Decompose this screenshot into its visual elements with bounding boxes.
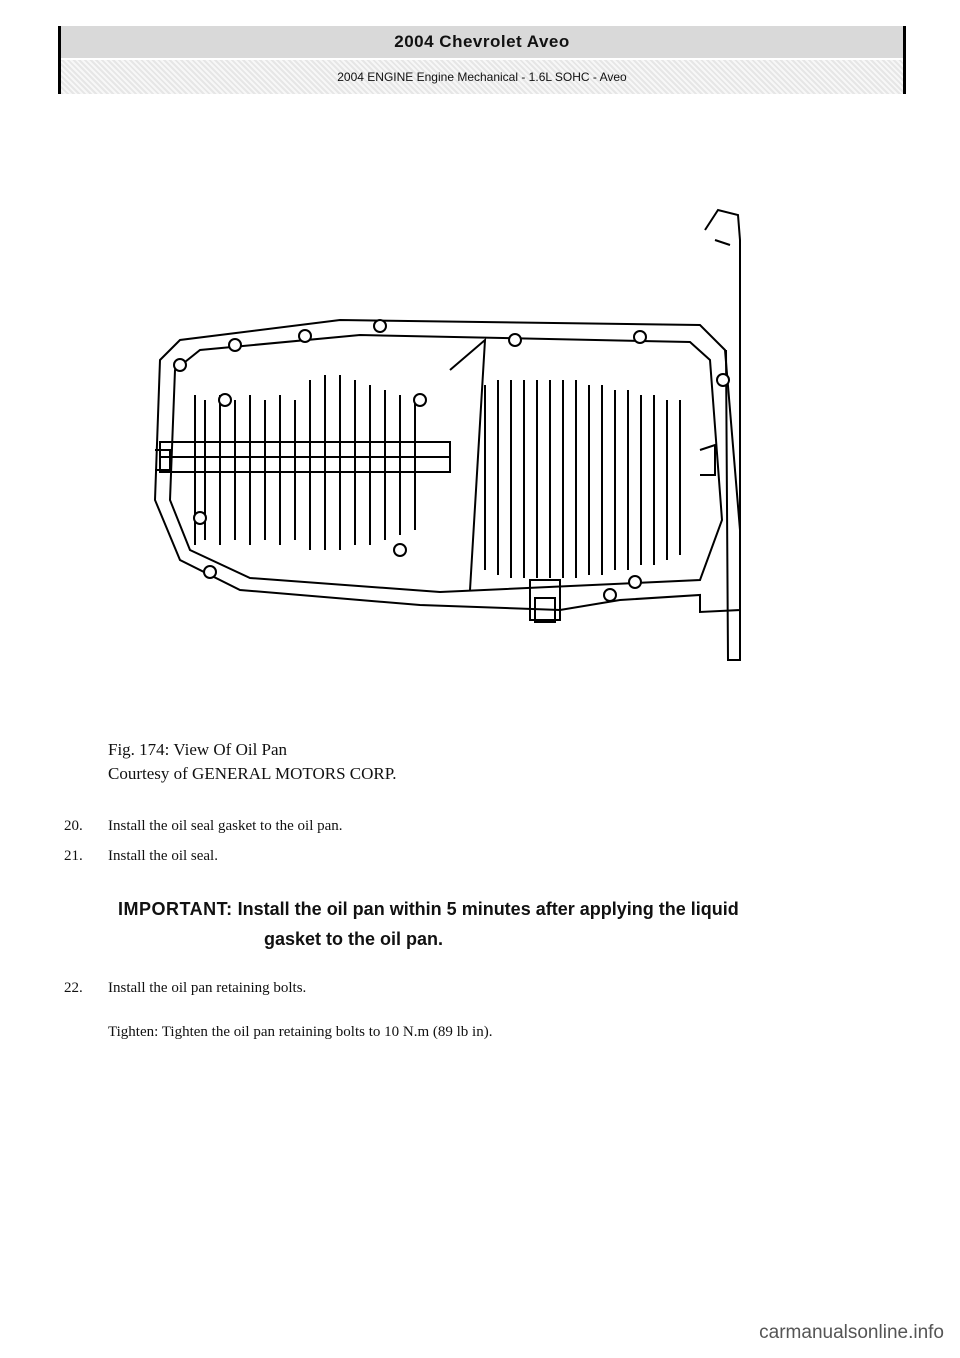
torque-spec: Tighten: Tighten the oil pan retaining bolts to 10 N.m (89 lb in).: [108, 1024, 493, 1040]
step-text: Install the oil seal gasket to the oil pan.: [108, 818, 343, 834]
step-22: [64, 980, 306, 997]
figure-caption: [108, 738, 397, 786]
watermark: carmanualsonline.info: [759, 1322, 944, 1343]
page-header: [58, 26, 906, 94]
step-text: Install the oil seal.: [108, 848, 218, 864]
header-title: 2004 Chevrolet Aveo: [61, 26, 903, 60]
step-number: 21.: [64, 848, 83, 864]
caption-title: Fig. 174: View Of Oil Pan: [108, 740, 288, 759]
step-text: Install the oil pan retaining bolts.: [108, 980, 307, 996]
step-21: [64, 848, 218, 865]
oil-pan-illustration: [140, 200, 780, 680]
header-subtitle: 2004 ENGINE Engine Mechanical - 1.6L SOHC - Aveo: [61, 60, 903, 94]
caption-credit: Courtesy of GENERAL MOTORS CORP.: [108, 764, 397, 783]
step-number: 22.: [64, 980, 83, 996]
important-note: [118, 894, 908, 954]
step-20: [64, 818, 343, 835]
important-text-1: Install the oil pan within 5 minutes after applying the liquid: [237, 899, 739, 919]
important-label: IMPORTANT:: [118, 899, 233, 919]
important-text-2: gasket to the oil pan.: [264, 929, 444, 949]
step-number: 20.: [64, 818, 83, 834]
important-line-1: [118, 894, 908, 924]
